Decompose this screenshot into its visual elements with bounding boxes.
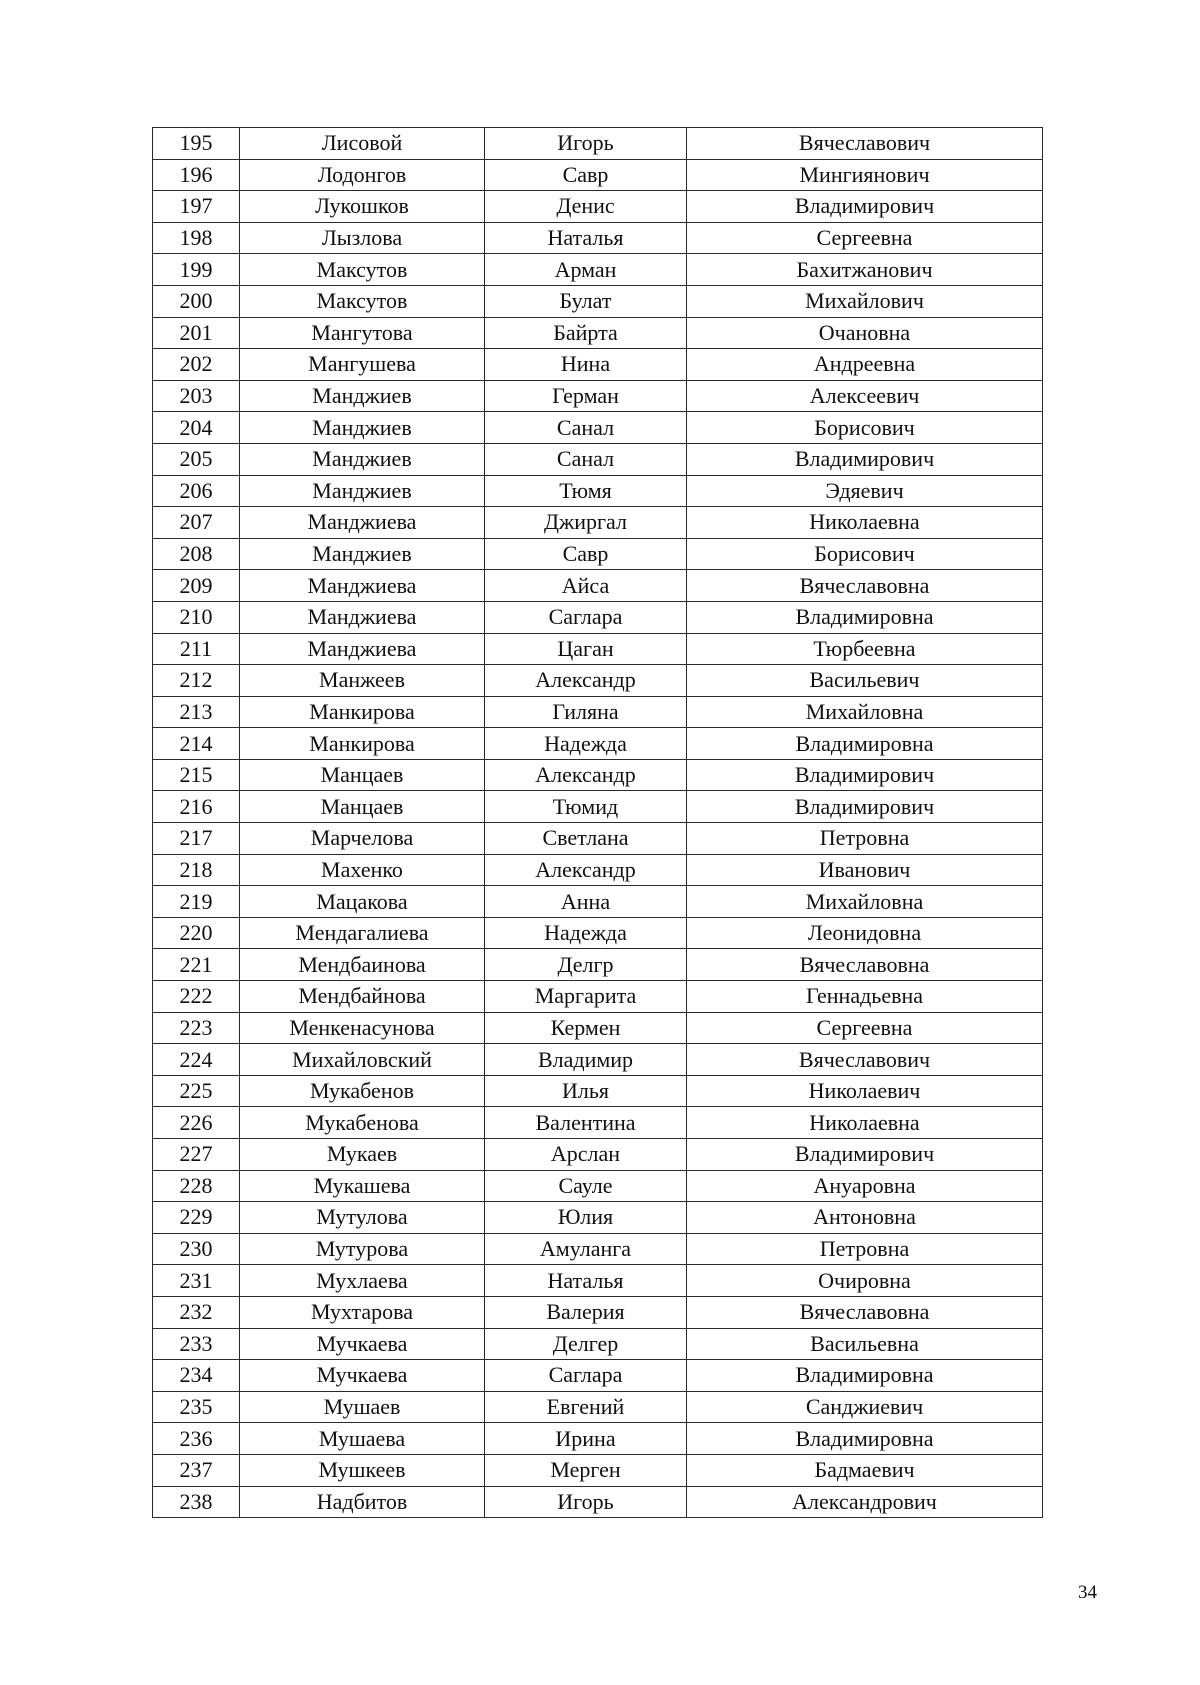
- table-row: [153, 380, 1043, 412]
- row-number-cell: 208: [153, 538, 240, 570]
- patronymic-cell: Николаевна: [687, 1107, 1043, 1139]
- surname-cell: Надбитов: [240, 1486, 485, 1518]
- row-number-cell: 224: [153, 1044, 240, 1076]
- table-row: [153, 570, 1043, 602]
- row-number-cell: 215: [153, 759, 240, 791]
- row-number-cell: 196: [153, 159, 240, 191]
- first-name-cell: Амуланга: [485, 1233, 687, 1265]
- first-name-cell: Санал: [485, 412, 687, 444]
- patronymic-cell: Борисович: [687, 538, 1043, 570]
- first-name-cell: Сауле: [485, 1170, 687, 1202]
- first-name-cell: Евгений: [485, 1391, 687, 1423]
- patronymic-cell: Васильевич: [687, 665, 1043, 697]
- table-row: [153, 1107, 1043, 1139]
- first-name-cell: Маргарита: [485, 981, 687, 1013]
- patronymic-cell: Владимировна: [687, 1360, 1043, 1392]
- row-number-cell: 223: [153, 1012, 240, 1044]
- first-name-cell: Надежда: [485, 728, 687, 760]
- first-name-cell: Делгр: [485, 949, 687, 981]
- first-name-cell: Джиргал: [485, 507, 687, 539]
- table-row: [153, 254, 1043, 286]
- first-name-cell: Ирина: [485, 1423, 687, 1455]
- surname-cell: Лисовой: [240, 128, 485, 160]
- first-name-cell: Валерия: [485, 1296, 687, 1328]
- patronymic-cell: Вячеславовна: [687, 949, 1043, 981]
- surname-cell: Мукашева: [240, 1170, 485, 1202]
- table-row: [153, 1233, 1043, 1265]
- patronymic-cell: Николаевна: [687, 507, 1043, 539]
- first-name-cell: Тюмя: [485, 475, 687, 507]
- surname-cell: Манцаев: [240, 791, 485, 823]
- patronymic-cell: Владимирович: [687, 759, 1043, 791]
- row-number-cell: 209: [153, 570, 240, 602]
- patronymic-cell: Сергеевна: [687, 1012, 1043, 1044]
- first-name-cell: Александр: [485, 665, 687, 697]
- patronymic-cell: Мингиянович: [687, 159, 1043, 191]
- surname-cell: Мушаева: [240, 1423, 485, 1455]
- patronymic-cell: Леонидовна: [687, 917, 1043, 949]
- patronymic-cell: Ануаровна: [687, 1170, 1043, 1202]
- surname-cell: Марчелова: [240, 823, 485, 855]
- surname-cell: Максутов: [240, 254, 485, 286]
- row-number-cell: 216: [153, 791, 240, 823]
- patronymic-cell: Бахитжанович: [687, 254, 1043, 286]
- first-name-cell: Айса: [485, 570, 687, 602]
- table-row: [153, 791, 1043, 823]
- surname-cell: Лызлова: [240, 222, 485, 254]
- row-number-cell: 204: [153, 412, 240, 444]
- patronymic-cell: Вячеславович: [687, 1044, 1043, 1076]
- surname-cell: Манджиев: [240, 475, 485, 507]
- surname-cell: Мухлаева: [240, 1265, 485, 1297]
- first-name-cell: Александр: [485, 854, 687, 886]
- row-number-cell: 197: [153, 191, 240, 223]
- row-number-cell: 235: [153, 1391, 240, 1423]
- first-name-cell: Байрта: [485, 317, 687, 349]
- patronymic-cell: Васильевна: [687, 1328, 1043, 1360]
- patronymic-cell: Владимирович: [687, 791, 1043, 823]
- table-row: [153, 1139, 1043, 1171]
- table-row: [153, 412, 1043, 444]
- patronymic-cell: Сергеевна: [687, 222, 1043, 254]
- row-number-cell: 222: [153, 981, 240, 1013]
- row-number-cell: 203: [153, 380, 240, 412]
- surname-cell: Манцаев: [240, 759, 485, 791]
- surname-cell: Мутурова: [240, 1233, 485, 1265]
- row-number-cell: 238: [153, 1486, 240, 1518]
- row-number-cell: 212: [153, 665, 240, 697]
- patronymic-cell: Вячеславович: [687, 128, 1043, 160]
- row-number-cell: 237: [153, 1454, 240, 1486]
- table-row: [153, 917, 1043, 949]
- first-name-cell: Александр: [485, 759, 687, 791]
- surname-cell: Манджиев: [240, 412, 485, 444]
- first-name-cell: Гиляна: [485, 696, 687, 728]
- table-row: [153, 507, 1043, 539]
- patronymic-cell: Николаевич: [687, 1075, 1043, 1107]
- first-name-cell: Савр: [485, 538, 687, 570]
- row-number-cell: 225: [153, 1075, 240, 1107]
- row-number-cell: 198: [153, 222, 240, 254]
- surname-cell: Мендагалиева: [240, 917, 485, 949]
- table-row: [153, 1454, 1043, 1486]
- first-name-cell: Надежда: [485, 917, 687, 949]
- patronymic-cell: Петровна: [687, 823, 1043, 855]
- first-name-cell: Делгер: [485, 1328, 687, 1360]
- row-number-cell: 195: [153, 128, 240, 160]
- row-number-cell: 228: [153, 1170, 240, 1202]
- table-row: [153, 759, 1043, 791]
- patronymic-cell: Владимировна: [687, 601, 1043, 633]
- first-name-cell: Анна: [485, 886, 687, 918]
- surname-cell: Менкенасунова: [240, 1012, 485, 1044]
- table-row: [153, 1423, 1043, 1455]
- surname-cell: Мучкаева: [240, 1328, 485, 1360]
- row-number-cell: 201: [153, 317, 240, 349]
- table-row: [153, 823, 1043, 855]
- first-name-cell: Валентина: [485, 1107, 687, 1139]
- table-row: [153, 349, 1043, 381]
- patronymic-cell: Тюрбеевна: [687, 633, 1043, 665]
- surname-cell: Манджиев: [240, 538, 485, 570]
- surname-cell: Мукаев: [240, 1139, 485, 1171]
- first-name-cell: Савр: [485, 159, 687, 191]
- surname-cell: Мендбайнова: [240, 981, 485, 1013]
- patronymic-cell: Владимирович: [687, 1139, 1043, 1171]
- table-row: [153, 633, 1043, 665]
- table-row: [153, 601, 1043, 633]
- patronymic-cell: Вячеславовна: [687, 1296, 1043, 1328]
- patronymic-cell: Бадмаевич: [687, 1454, 1043, 1486]
- first-name-cell: Тюмид: [485, 791, 687, 823]
- patronymic-cell: Владимирович: [687, 191, 1043, 223]
- first-name-cell: Арслан: [485, 1139, 687, 1171]
- row-number-cell: 221: [153, 949, 240, 981]
- table-row: [153, 949, 1043, 981]
- surname-cell: Максутов: [240, 285, 485, 317]
- patronymic-cell: Санджиевич: [687, 1391, 1043, 1423]
- surname-cell: Мукабенова: [240, 1107, 485, 1139]
- names-table-body: [153, 128, 1043, 1518]
- first-name-cell: Булат: [485, 285, 687, 317]
- patronymic-cell: Владимировна: [687, 728, 1043, 760]
- patronymic-cell: Александрович: [687, 1486, 1043, 1518]
- patronymic-cell: Андреевна: [687, 349, 1043, 381]
- table-row: [153, 159, 1043, 191]
- table-row: [153, 1360, 1043, 1392]
- table-row: [153, 1170, 1043, 1202]
- names-table: [152, 127, 1043, 1518]
- row-number-cell: 220: [153, 917, 240, 949]
- surname-cell: Манкирова: [240, 696, 485, 728]
- row-number-cell: 232: [153, 1296, 240, 1328]
- table-row: [153, 981, 1043, 1013]
- patronymic-cell: Борисович: [687, 412, 1043, 444]
- row-number-cell: 211: [153, 633, 240, 665]
- table-row: [153, 1202, 1043, 1234]
- surname-cell: Манджиева: [240, 507, 485, 539]
- surname-cell: Лодонгов: [240, 159, 485, 191]
- table-row: [153, 285, 1043, 317]
- table-row: [153, 1328, 1043, 1360]
- row-number-cell: 214: [153, 728, 240, 760]
- first-name-cell: Цаган: [485, 633, 687, 665]
- patronymic-cell: Петровна: [687, 1233, 1043, 1265]
- surname-cell: Манкирова: [240, 728, 485, 760]
- table-row: [153, 1012, 1043, 1044]
- row-number-cell: 230: [153, 1233, 240, 1265]
- patronymic-cell: Михайловна: [687, 696, 1043, 728]
- patronymic-cell: Владимировна: [687, 1423, 1043, 1455]
- surname-cell: Мукабенов: [240, 1075, 485, 1107]
- surname-cell: Манжеев: [240, 665, 485, 697]
- surname-cell: Мендбаинова: [240, 949, 485, 981]
- row-number-cell: 234: [153, 1360, 240, 1392]
- table-row: [153, 854, 1043, 886]
- row-number-cell: 202: [153, 349, 240, 381]
- first-name-cell: Арман: [485, 254, 687, 286]
- table-row: [153, 696, 1043, 728]
- first-name-cell: Владимир: [485, 1044, 687, 1076]
- first-name-cell: Саглара: [485, 1360, 687, 1392]
- surname-cell: Манджиева: [240, 570, 485, 602]
- table-row: [153, 222, 1043, 254]
- first-name-cell: Саглара: [485, 601, 687, 633]
- patronymic-cell: Очановна: [687, 317, 1043, 349]
- patronymic-cell: Иванович: [687, 854, 1043, 886]
- first-name-cell: Игорь: [485, 128, 687, 160]
- row-number-cell: 199: [153, 254, 240, 286]
- surname-cell: Манджиева: [240, 633, 485, 665]
- table-row: [153, 1265, 1043, 1297]
- surname-cell: Михайловский: [240, 1044, 485, 1076]
- row-number-cell: 217: [153, 823, 240, 855]
- patronymic-cell: Очировна: [687, 1265, 1043, 1297]
- surname-cell: Мангутова: [240, 317, 485, 349]
- first-name-cell: Герман: [485, 380, 687, 412]
- table-row: [153, 886, 1043, 918]
- surname-cell: Мушаев: [240, 1391, 485, 1423]
- table-row: [153, 317, 1043, 349]
- row-number-cell: 207: [153, 507, 240, 539]
- table-row: [153, 728, 1043, 760]
- table-row: [153, 191, 1043, 223]
- page-number: 34: [1078, 1582, 1097, 1603]
- patronymic-cell: Вячеславовна: [687, 570, 1043, 602]
- table-row: [153, 1044, 1043, 1076]
- table-row: [153, 1296, 1043, 1328]
- patronymic-cell: Михайлович: [687, 285, 1043, 317]
- surname-cell: Мангушева: [240, 349, 485, 381]
- table-row: [153, 1075, 1043, 1107]
- first-name-cell: Наталья: [485, 1265, 687, 1297]
- first-name-cell: Игорь: [485, 1486, 687, 1518]
- surname-cell: Лукошков: [240, 191, 485, 223]
- surname-cell: Мацакова: [240, 886, 485, 918]
- surname-cell: Манджиев: [240, 380, 485, 412]
- table-row: [153, 665, 1043, 697]
- surname-cell: Мучкаева: [240, 1360, 485, 1392]
- patronymic-cell: Алексеевич: [687, 380, 1043, 412]
- row-number-cell: 205: [153, 443, 240, 475]
- patronymic-cell: Геннадьевна: [687, 981, 1043, 1013]
- row-number-cell: 210: [153, 601, 240, 633]
- table-row: [153, 475, 1043, 507]
- patronymic-cell: Владимирович: [687, 443, 1043, 475]
- table-row: [153, 128, 1043, 160]
- surname-cell: Манджиева: [240, 601, 485, 633]
- row-number-cell: 233: [153, 1328, 240, 1360]
- first-name-cell: Денис: [485, 191, 687, 223]
- surname-cell: Махенко: [240, 854, 485, 886]
- first-name-cell: Юлия: [485, 1202, 687, 1234]
- row-number-cell: 200: [153, 285, 240, 317]
- row-number-cell: 231: [153, 1265, 240, 1297]
- patronymic-cell: Михайловна: [687, 886, 1043, 918]
- table-row: [153, 1486, 1043, 1518]
- row-number-cell: 213: [153, 696, 240, 728]
- surname-cell: Манджиев: [240, 443, 485, 475]
- first-name-cell: Кермен: [485, 1012, 687, 1044]
- row-number-cell: 206: [153, 475, 240, 507]
- first-name-cell: Наталья: [485, 222, 687, 254]
- row-number-cell: 219: [153, 886, 240, 918]
- first-name-cell: Нина: [485, 349, 687, 381]
- row-number-cell: 227: [153, 1139, 240, 1171]
- first-name-cell: Санал: [485, 443, 687, 475]
- first-name-cell: Светлана: [485, 823, 687, 855]
- surname-cell: Мушкеев: [240, 1454, 485, 1486]
- table-row: [153, 538, 1043, 570]
- row-number-cell: 226: [153, 1107, 240, 1139]
- row-number-cell: 218: [153, 854, 240, 886]
- surname-cell: Мухтарова: [240, 1296, 485, 1328]
- first-name-cell: Илья: [485, 1075, 687, 1107]
- row-number-cell: 236: [153, 1423, 240, 1455]
- table-row: [153, 1391, 1043, 1423]
- surname-cell: Мутулова: [240, 1202, 485, 1234]
- patronymic-cell: Антоновна: [687, 1202, 1043, 1234]
- row-number-cell: 229: [153, 1202, 240, 1234]
- table-row: [153, 443, 1043, 475]
- patronymic-cell: Эдяевич: [687, 475, 1043, 507]
- first-name-cell: Мерген: [485, 1454, 687, 1486]
